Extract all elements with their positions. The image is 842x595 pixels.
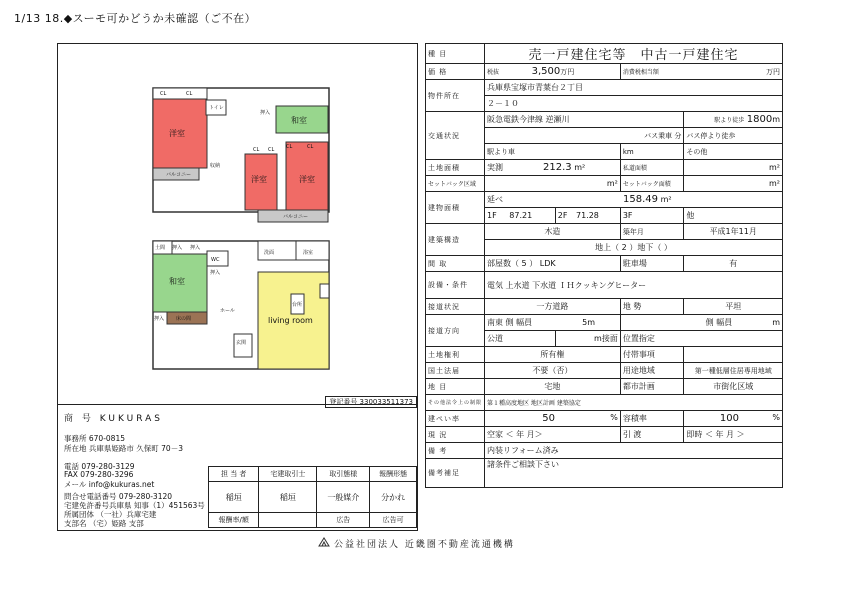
label-cl1: CL [160, 91, 167, 97]
struct-label: 建築構造 [426, 224, 485, 256]
type-label: 種 目 [426, 44, 485, 64]
label-toilet: トイレ [209, 105, 224, 111]
f2-value: 71.28 [575, 211, 599, 220]
label-oshiire1: 押入 [260, 110, 271, 116]
layout-label: 間 取 [426, 256, 485, 272]
delivery-value: 即時 ＜ 年 月 ＞ [684, 427, 783, 443]
footer-text: 公益社団法人 近畿圏不動産流通機構 [334, 540, 515, 550]
price-extra-cell [620, 64, 782, 80]
contact: m接面 [555, 331, 620, 347]
traffic-bus-stop: バス停より徒歩 [684, 128, 783, 144]
city-label: 都市計画 [620, 379, 684, 395]
setback2: セットバック面積 [620, 176, 684, 192]
land-private: 私道面積 [620, 160, 684, 176]
label-youshitsu-a: 洋室 [169, 129, 185, 138]
label-oshiire5: 押入 [210, 270, 221, 276]
traffic-km: km [620, 144, 684, 160]
far-unit: % [772, 413, 780, 422]
notes-label: 備考補足 [426, 459, 485, 488]
company-mail[interactable]: メール info@kukuras.net [64, 480, 155, 489]
role-f1: 報酬率/額 [209, 513, 259, 528]
label-oshiire3: 押入 [190, 245, 201, 251]
far-cell [684, 411, 783, 427]
label-balcony2: バルコニー [283, 214, 309, 220]
label-youshitsu-b: 洋室 [251, 175, 267, 184]
role-v3: 一般媒介 [317, 482, 370, 513]
land-unit: m² [574, 163, 586, 172]
price-cell [485, 64, 621, 80]
floor-plan-panel [57, 43, 418, 531]
label-cl3: CL [286, 144, 293, 150]
land-private-unit: m² [684, 160, 783, 176]
label-senmen: 洗面 [264, 250, 275, 256]
delivery-label: 引 渡 [620, 427, 684, 443]
page-header: 1/13 18.◆スーモ可かどうか未確認（ご不在） [14, 12, 257, 25]
rights-value: 所有権 [485, 347, 621, 363]
company-postal: 事務所 670-0815 [64, 434, 125, 443]
label-storage: 収納 [210, 163, 221, 169]
remarks-value: 内装リフォーム済み [485, 443, 783, 459]
law-value: 不要（否） [485, 363, 621, 379]
setback-unit: m² [485, 176, 621, 192]
label-oshiire4: 押入 [154, 316, 165, 322]
company-inquiry: 問合せ電話番号 079-280-3120 [64, 492, 173, 501]
dir-unit-2: m [772, 318, 780, 327]
dir-cell-2 [620, 315, 782, 331]
label-youshitsu-c: 洋室 [299, 175, 315, 184]
road-type-label: 地 勢 [620, 299, 684, 315]
remarks-label: 備 考 [426, 443, 485, 459]
label-washitsu-a: 和室 [291, 116, 307, 125]
traffic-bus: バス乗車 分 [485, 128, 684, 144]
role-f4: 広告可 [370, 513, 417, 528]
traffic-walk-label: 駅より徒歩 [714, 117, 745, 124]
dir-unit: m [587, 318, 595, 327]
label-cl6: CL [268, 147, 275, 153]
floors-value: 地上（ 2 ）地下（ ） [485, 240, 783, 256]
company-branch: 支部名 （宅）姫路 支部 [64, 519, 144, 528]
traffic-label: 交通状況 [426, 112, 485, 160]
layout-value: 部屋数（ 5 ） LDK [485, 256, 621, 272]
f1-value: 87.21 [509, 211, 533, 220]
land-label: 土地面積 [426, 160, 485, 176]
traffic-walk-cell [684, 112, 783, 128]
dir-cell [485, 315, 621, 331]
floor-plan [58, 44, 417, 401]
label-hall: ホール [220, 308, 235, 314]
label-washitsu-b: 和室 [169, 277, 185, 286]
role-f3: 広告 [317, 513, 370, 528]
association-logo-icon [318, 537, 330, 550]
traffic-walk-unit: m [772, 115, 780, 124]
struct-value: 木造 [485, 224, 621, 240]
bcr-unit: % [610, 413, 618, 422]
dir-value-2: 側 幅員 [705, 318, 733, 327]
label-cl2: CL [186, 91, 193, 97]
built-label: 築年月 [620, 224, 684, 240]
label-balcony1: バルコニー [166, 172, 192, 178]
footer [318, 537, 515, 550]
registry-number: 登記番号 330033511373 [325, 396, 417, 408]
type-value: 売一戸建住宅等 中古一戸建住宅 [485, 44, 783, 64]
role-table [208, 466, 417, 528]
built-value: 平成1年11月 [684, 224, 783, 240]
company-license: 宅建免許番号兵庫県 知事（1）451563号 [64, 501, 205, 510]
role-h2: 宅建取引士 [259, 467, 317, 482]
role-h3: 取引態様 [317, 467, 370, 482]
price-extra: 消費税相当額 [622, 68, 659, 76]
rights-label: 土地権利 [426, 347, 485, 363]
company-assoc: 所属団体 （一社）兵庫宅建 [64, 510, 157, 519]
notes-value: 諸条件ご相談下さい [485, 459, 783, 488]
facility-value: 電気 上水道 下水道 ＩＨクッキングヒーター [485, 272, 783, 299]
dir-value: 南東 側 幅員 [487, 318, 533, 327]
dir-label: 接道方向 [426, 315, 485, 347]
company-name: 商 号 KUKURAS [64, 414, 163, 424]
label-wc: WC [211, 257, 220, 263]
traffic-line: 阪急電鉄今津線 逆瀬川 [485, 112, 684, 128]
city-value: 市街化区域 [684, 379, 783, 395]
bcr-value: 50 [542, 413, 555, 424]
status-value: 空家 ＜ 年 月＞ [485, 427, 621, 443]
f3-cell [620, 208, 684, 224]
zone-label: 用途地域 [620, 363, 684, 379]
parking-label: 駐車場 [620, 256, 684, 272]
price-unit: 万円 [560, 68, 575, 76]
setback: セットバック区域 [426, 176, 485, 192]
location-1: 兵庫県宝塚市青葉台２丁目 [485, 80, 783, 96]
far-label: 容積率 [620, 411, 684, 427]
role-v2: 稲垣 [259, 482, 317, 513]
building-label: 建物面積 [426, 192, 485, 224]
building-total: 158.49 [623, 194, 659, 205]
land-type: 実測 [487, 163, 504, 172]
f3-label: 3F [622, 211, 633, 220]
position: 位置指定 [620, 331, 782, 347]
role-v1: 稲垣 [209, 482, 259, 513]
traffic-other: その他 [684, 144, 783, 160]
other-label: 他 [684, 208, 783, 224]
building-unit: m² [660, 195, 672, 204]
location-2: ２－１０ [485, 96, 783, 112]
company-tel: 電話 079-280-3129 [64, 462, 135, 471]
far-value: 100 [719, 413, 739, 424]
company-fax: FAX 079-280-3296 [64, 470, 134, 479]
status-label: 現 況 [426, 427, 485, 443]
f1-cell [485, 208, 556, 224]
legal-value: 第１種高度地区 地区計画 建築協定 [485, 395, 783, 411]
facility-label: 設備・条件 [426, 272, 485, 299]
zone-value: 第一種低層住居専用地域 [684, 363, 783, 379]
label-genkan: 玄関 [236, 340, 247, 346]
role-h4: 報酬形態 [370, 467, 417, 482]
f1-label: 1F [487, 211, 497, 220]
road-type-value: 平坦 [684, 299, 783, 315]
road-label: 接道状況 [426, 299, 485, 315]
land-value: 212.3 [543, 162, 572, 173]
building-total-cell [485, 192, 783, 208]
role-h1: 担 当 者 [209, 467, 259, 482]
dir-width: 5 [582, 318, 588, 327]
label-tokonoma: 床の間 [176, 316, 192, 322]
property-spec-table [425, 43, 783, 488]
public: 公道 [485, 331, 556, 347]
label-oshiire2: 押入 [172, 245, 183, 251]
label-cl4: CL [307, 144, 314, 150]
location-label: 物件所在 [426, 80, 485, 112]
label-cl5: CL [253, 147, 260, 153]
f2-label: 2F [557, 211, 568, 220]
landcat-label: 地 目 [426, 379, 485, 395]
attach-value [684, 347, 783, 363]
label-kitchen: 台所 [292, 302, 303, 308]
building-total-label: 延べ [487, 195, 504, 204]
setback2-unit: m² [684, 176, 783, 192]
price-tax: 税抜 [487, 69, 500, 76]
price-unit2: 万円 [766, 67, 780, 76]
role-v4: 分かれ [370, 482, 417, 513]
attach-label: 付帯事項 [620, 347, 684, 363]
price-label: 価 格 [426, 64, 485, 80]
traffic-from: 駅より車 [485, 144, 621, 160]
landcat-value: 宅地 [485, 379, 621, 395]
bcr-label: 建ぺい率 [426, 411, 485, 427]
label-yokushitsu: 浴室 [303, 250, 314, 256]
bcr-cell [485, 411, 621, 427]
company-info [58, 404, 417, 531]
traffic-walk: 1800 [746, 114, 773, 125]
land-cell [485, 160, 621, 176]
role-f2 [259, 513, 317, 528]
parking-value: 有 [684, 256, 783, 272]
f2-cell [555, 208, 620, 224]
legal-label: その他法令上の制限 [426, 395, 485, 411]
label-living: living room [268, 316, 313, 325]
company-address: 所在地 兵庫県姫路市 久保町 70－3 [64, 444, 183, 453]
label-doma: 土間 [155, 245, 166, 251]
price-value: 3,500 [531, 66, 561, 77]
law-label: 国土法届 [426, 363, 485, 379]
road-value: 一方道路 [485, 299, 621, 315]
